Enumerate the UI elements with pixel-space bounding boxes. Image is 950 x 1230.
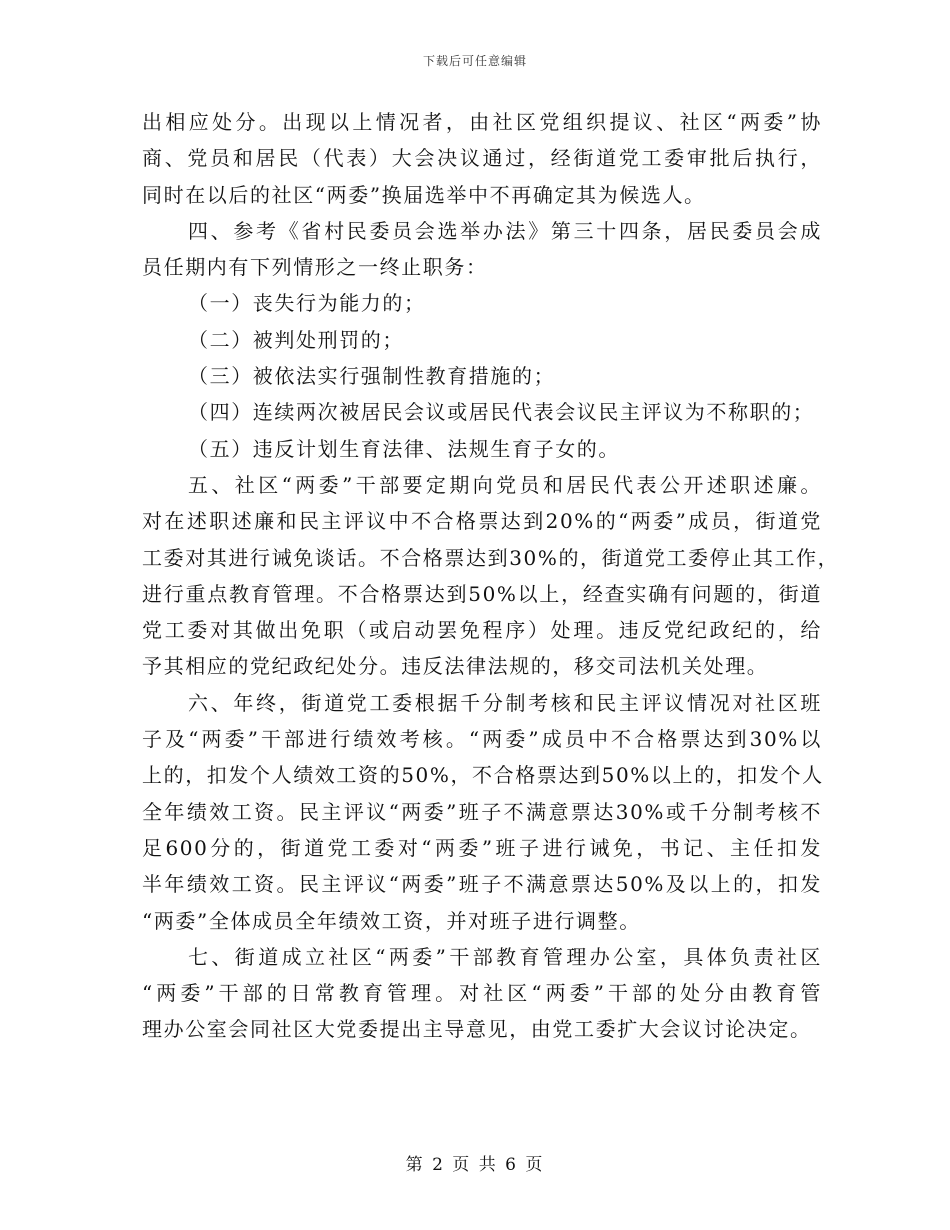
section-heading-7: 七、街道成立社区“两委”干部教育管理办公室，具体负责社区 bbox=[188, 944, 822, 969]
section-heading-6: 六、年终，街道党工委根据千分制考核和民主评议情况对社区班 bbox=[188, 690, 822, 715]
body-line: 子及“两委”干部进行绩效考核。“两委”成员中不合格票达到30%以 bbox=[142, 727, 822, 752]
body-line: “两委”干部的日常教育管理。对社区“两委”干部的处分由教育管 bbox=[142, 981, 822, 1006]
body-line: 同时在以后的社区“两委”换届选举中不再确定其为候选人。 bbox=[142, 182, 706, 207]
section-heading-5: 五、社区“两委”干部要定期向党员和居民代表公开述职述廉。 bbox=[188, 472, 822, 497]
list-item: （四）连续两次被居民会议或居民代表会议民主评议为不称职的； bbox=[188, 400, 815, 425]
body-line: 半年绩效工资。民主评议“两委”班子不满意票达50%及以上的，扣发 bbox=[142, 872, 822, 897]
list-item: （五）违反计划生育法律、法规生育子女的。 bbox=[188, 436, 620, 461]
body-line: 商、党员和居民（代表）大会决议通过，经街道党工委审批后执行， bbox=[142, 146, 822, 171]
body-line: “两委”全体成员全年绩效工资，并对班子进行调整。 bbox=[142, 908, 641, 933]
body-line: 员任期内有下列情形之一终止职务： bbox=[142, 255, 488, 280]
page-number: 第 2 页 共 6 页 bbox=[405, 1155, 545, 1175]
body-line: 理办公室会同社区大党委提出主导意见，由党工委扩大会议讨论决定。 bbox=[142, 1017, 812, 1042]
body-line: 对在述职述廉和民主评议中不合格票达到20%的“两委”成员，街道党 bbox=[142, 509, 822, 534]
body-line: 工委对其进行诫免谈话。不合格票达到30%的，街道党工委停止其工作， bbox=[142, 545, 840, 570]
list-item: （二）被判处刑罚的； bbox=[188, 327, 404, 352]
section-heading-4: 四、参考《省村民委员会选举办法》第三十四条，居民委员会成 bbox=[188, 218, 822, 243]
body-line: 予其相应的党纪政纪处分。违反法律法规的，移交司法机关处理。 bbox=[142, 654, 769, 679]
body-line: 全年绩效工资。民主评议“两委”班子不满意票达30%或千分制考核不 bbox=[142, 799, 822, 824]
body-line: 上的，扣发个人绩效工资的50%，不合格票达到50%以上的，扣发个人 bbox=[142, 763, 824, 788]
page-header-note: 下载后可任意编辑 bbox=[422, 54, 527, 68]
body-line: 进行重点教育管理。不合格票达到50%以上，经查实确有问题的，街道 bbox=[142, 581, 822, 606]
body-line: 党工委对其做出免职（或启动罢免程序）处理。违反党纪政纪的，给 bbox=[142, 618, 822, 643]
document-body bbox=[142, 104, 840, 1048]
list-item: （一）丧失行为能力的； bbox=[188, 291, 426, 316]
body-line: 出相应处分。出现以上情况者，由社区党组织提议、社区“两委”协 bbox=[142, 110, 822, 134]
body-line: 足600分的，街道党工委对“两委”班子进行诫免，书记、主任扣发 bbox=[142, 835, 822, 860]
list-item: （三）被依法实行强制性教育措施的； bbox=[188, 364, 556, 389]
